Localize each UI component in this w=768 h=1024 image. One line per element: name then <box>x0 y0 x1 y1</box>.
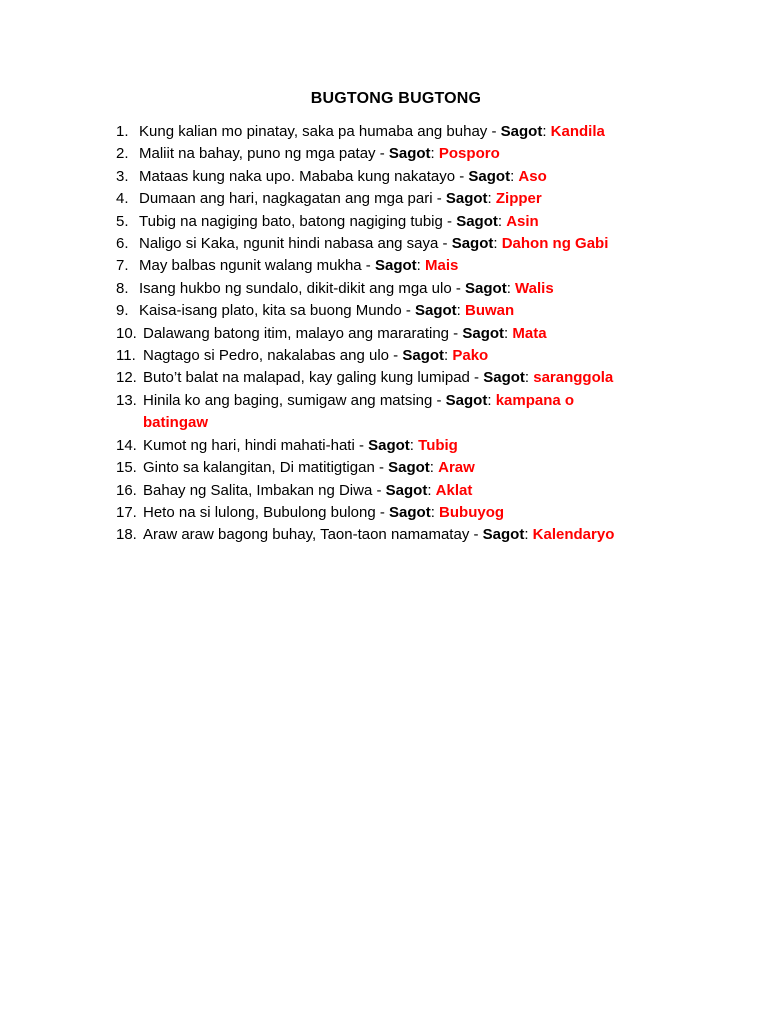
riddle-number: 11. <box>116 347 136 365</box>
answer-label: Sagot <box>374 257 417 275</box>
riddle-list <box>116 121 716 547</box>
answer-label: Sagot <box>483 369 525 387</box>
answer-label: Sagot <box>389 503 431 521</box>
riddle-answer: Mata <box>512 324 547 342</box>
answer-separator: : <box>444 347 453 365</box>
answer-label: Sagot <box>482 526 525 544</box>
answer-separator: : <box>506 279 516 297</box>
riddle-number: 17. <box>116 503 137 521</box>
riddle-item <box>116 323 716 345</box>
riddle-number: 9. <box>116 302 129 320</box>
riddle-item <box>116 188 716 210</box>
answer-label: Sagot <box>500 123 543 140</box>
riddle-answer: Pako <box>452 347 489 365</box>
answer-label: Sagot <box>445 391 488 409</box>
riddle-item <box>116 367 716 389</box>
answer-separator: : <box>430 145 439 163</box>
riddle-text: Buto’t balat na malapad, kay galing kung lumipad - <box>143 369 484 387</box>
riddle-answer: Aso <box>518 167 547 185</box>
riddle-number: 15. <box>116 459 137 477</box>
riddle-text: Tubig na nagiging bato, batong nagiging tubig - <box>139 212 457 230</box>
answer-label: Sagot <box>462 324 505 342</box>
riddle-text: May balbas ngunit walang mukha - <box>139 257 375 275</box>
answer-separator: : <box>524 369 534 387</box>
riddle-answer: Kandila <box>550 123 605 140</box>
riddle-item <box>116 524 716 546</box>
answer-separator: : <box>504 324 513 342</box>
riddle-text: Hinila ko ang baging, sumigaw ang matsing - <box>143 391 446 409</box>
answer-label: Sagot <box>385 481 428 499</box>
answer-separator: : <box>409 436 419 454</box>
answer-separator: : <box>430 503 440 521</box>
answer-separator: : <box>493 235 502 253</box>
answer-label: Sagot <box>388 459 430 477</box>
riddle-text: Kaisa-isang plato, kita sa buong Mundo - <box>139 302 415 320</box>
answer-separator: : <box>524 526 533 544</box>
answer-label: Sagot <box>368 436 410 454</box>
riddle-item <box>116 143 716 165</box>
answer-separator: : <box>542 123 551 140</box>
riddle-answer: Araw <box>438 459 475 477</box>
riddle-text: Isang hukbo ng sundalo, dikit-dikit ang mga ulo - <box>139 279 466 297</box>
riddle-number: 1. <box>116 123 129 140</box>
riddle-answer: kampana o batingaw <box>143 391 575 432</box>
riddle-answer: Kalendaryo <box>532 526 615 544</box>
riddle-item <box>116 121 716 143</box>
riddle-item <box>116 457 716 479</box>
riddle-number: 14. <box>116 436 137 454</box>
riddle-number: 2. <box>116 145 129 163</box>
riddle-number: 13. <box>116 391 137 409</box>
riddle-item <box>116 345 716 367</box>
answer-separator: : <box>456 302 466 320</box>
answer-separator: : <box>429 459 439 477</box>
answer-label: Sagot <box>402 347 445 365</box>
riddle-item <box>116 502 716 524</box>
riddle-answer: Mais <box>424 257 459 275</box>
riddle-item <box>116 278 716 300</box>
riddle-text: Nagtago si Pedro, nakalabas ang ulo - <box>143 347 403 365</box>
riddle-number: 10. <box>116 324 137 342</box>
riddle-answer: Zipper <box>495 190 542 208</box>
riddle-item <box>116 300 716 322</box>
riddle-answer: saranggola <box>533 369 614 387</box>
riddle-answer: Aklat <box>435 481 473 499</box>
answer-separator: : <box>497 212 507 230</box>
riddle-answer: Asin <box>506 212 539 230</box>
answer-separator: : <box>416 257 425 275</box>
riddle-answer: Walis <box>515 279 554 297</box>
riddle-number: 12. <box>116 369 137 387</box>
riddle-text: Mataas kung naka upo. Mababa kung nakatayo - <box>139 167 469 185</box>
riddle-number: 4. <box>116 190 129 208</box>
answer-label: Sagot <box>468 167 511 185</box>
riddle-item <box>116 255 716 277</box>
document-title: BUGTONG BUGTONG <box>310 90 482 107</box>
answer-label: Sagot <box>456 212 498 230</box>
riddle-number: 5. <box>116 212 129 230</box>
riddle-item <box>116 233 716 255</box>
riddle-text: Dumaan ang hari, nagkagatan ang mga pari - <box>139 190 446 208</box>
riddle-item <box>116 166 716 188</box>
answer-separator: : <box>427 481 436 499</box>
riddle-text: Kumot ng hari, hindi mahati-hati - <box>143 436 369 454</box>
answer-label: Sagot <box>451 235 494 253</box>
riddle-text: Maliit na bahay, puno ng mga patay - <box>139 145 389 163</box>
riddle-number: 3. <box>116 167 129 185</box>
riddle-answer: Dahon ng Gabi <box>501 235 609 253</box>
answer-separator: : <box>487 391 496 409</box>
answer-separator: : <box>487 190 496 208</box>
riddle-item <box>116 480 716 502</box>
riddle-answer: Bubuyog <box>439 503 505 521</box>
answer-separator: : <box>510 167 519 185</box>
riddle-answer: Tubig <box>418 436 458 454</box>
riddle-number: 8. <box>116 279 129 297</box>
riddle-number: 18. <box>116 526 137 544</box>
riddle-number: 7. <box>116 257 129 275</box>
riddle-item <box>116 211 716 233</box>
riddle-text: Kung kalian mo pinatay, saka pa humaba ang buhay - <box>139 123 501 140</box>
riddle-text: Heto na si lulong, Bubulong bulong - <box>143 503 390 521</box>
riddle-text: Dalawang batong itim, malayo ang mararating - <box>143 324 463 342</box>
riddle-text: Bahay ng Salita, Imbakan ng Diwa - <box>143 481 386 499</box>
riddle-text: Araw araw bagong buhay, Taon-taon namamatay - <box>143 526 483 544</box>
answer-label: Sagot <box>388 145 431 163</box>
riddle-text: Naligo si Kaka, ngunit hindi nabasa ang saya - <box>139 235 452 253</box>
riddle-item <box>116 390 643 435</box>
riddle-number: 6. <box>116 235 129 253</box>
answer-label: Sagot <box>415 302 457 320</box>
riddle-item <box>116 435 716 457</box>
riddle-number: 16. <box>116 481 137 499</box>
answer-label: Sagot <box>445 190 488 208</box>
answer-label: Sagot <box>465 279 507 297</box>
riddle-text: Ginto sa kalangitan, Di matitigtigan - <box>143 459 389 477</box>
riddle-answer: Posporo <box>438 145 500 163</box>
riddle-answer: Buwan <box>465 302 515 320</box>
